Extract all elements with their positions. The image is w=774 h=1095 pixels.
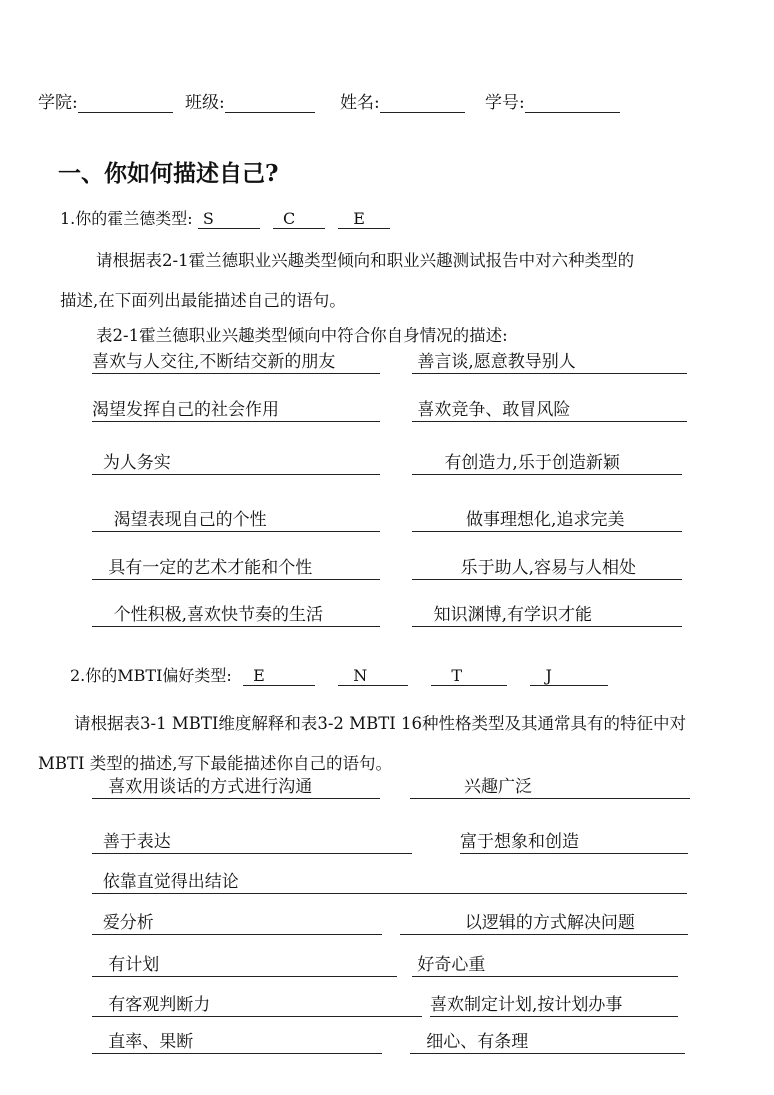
holland-row-6-left[interactable]: 个性积极,喜欢快节奏的生活 bbox=[92, 605, 380, 627]
mbti-row-6-left[interactable]: 有客观判断力 bbox=[92, 995, 422, 1017]
mbti-instruction-2: MBTI 类型的描述,写下最能描述你自己的语句。 bbox=[38, 754, 393, 773]
class-input[interactable] bbox=[225, 94, 315, 113]
holland-row-1-left[interactable]: 喜欢与人交往,不断结交新的朋友 bbox=[92, 352, 380, 374]
mbti-answer-4[interactable]: J bbox=[530, 666, 608, 686]
mbti-row-1-right[interactable]: 兴趣广泛 bbox=[410, 777, 690, 799]
mbti-question bbox=[70, 663, 608, 686]
college-label: 学院: bbox=[38, 93, 78, 113]
holland-row-3-right[interactable]: 有创造力,乐于创造新颖 bbox=[412, 453, 682, 475]
holland-answer-2[interactable]: C bbox=[273, 209, 325, 229]
mbti-row-2-left[interactable]: 善于表达 bbox=[92, 832, 412, 854]
holland-label: 1.你的霍兰德类型: bbox=[60, 209, 193, 228]
holland-row-5-right[interactable]: 乐于助人,容易与人相处 bbox=[412, 558, 682, 580]
student-id-field bbox=[485, 88, 620, 113]
mbti-row-7-right[interactable]: 细心、有条理 bbox=[410, 1032, 685, 1054]
holland-row-4-right[interactable]: 做事理想化,追求完美 bbox=[412, 510, 682, 532]
mbti-row-5-left[interactable]: 有计划 bbox=[92, 955, 397, 977]
holland-row-6-right[interactable]: 知识渊博,有学识才能 bbox=[412, 605, 682, 627]
class-label: 班级: bbox=[185, 93, 225, 113]
name-input[interactable] bbox=[380, 94, 465, 113]
mbti-label: 2.你的MBTI偏好类型: bbox=[70, 666, 232, 685]
mbti-instruction-1: 请根据表3-1 MBTI维度解释和表3-2 MBTI 16种性格类型及其通常具有的特征中对 bbox=[74, 714, 686, 733]
holland-row-4-left[interactable]: 渴望表现自己的个性 bbox=[92, 510, 380, 532]
holland-table-caption: 表2-1霍兰德职业兴趣类型倾向中符合你自身情况的描述: bbox=[96, 326, 508, 345]
mbti-row-5-right[interactable]: 好奇心重 bbox=[412, 955, 678, 977]
holland-instruction-1: 请根据表2-1霍兰德职业兴趣类型倾向和职业兴趣测试报告中对六种类型的 bbox=[96, 251, 635, 270]
mbti-row-4-left[interactable]: 爱分析 bbox=[92, 913, 382, 935]
student-id-input[interactable] bbox=[525, 94, 620, 113]
name-label: 姓名: bbox=[340, 93, 380, 113]
section-title: 一、你如何描述自己? bbox=[58, 160, 279, 187]
holland-answer-3[interactable]: E bbox=[338, 209, 390, 229]
name-field bbox=[340, 88, 465, 113]
holland-row-5-left[interactable]: 具有一定的艺术才能和个性 bbox=[92, 558, 380, 580]
holland-answer-1[interactable]: S bbox=[198, 209, 260, 229]
holland-instruction-2: 描述,在下面列出最能描述自己的语句。 bbox=[60, 291, 346, 310]
mbti-answer-3[interactable]: T bbox=[431, 666, 507, 686]
college-input[interactable] bbox=[78, 94, 173, 113]
college-field bbox=[38, 88, 173, 113]
holland-question bbox=[60, 206, 390, 229]
mbti-row-7-left[interactable]: 直率、果断 bbox=[92, 1032, 382, 1054]
holland-row-2-right[interactable]: 喜欢竞争、敢冒风险 bbox=[412, 400, 687, 422]
holland-row-3-left[interactable]: 为人务实 bbox=[92, 453, 380, 475]
student-id-label: 学号: bbox=[485, 93, 525, 113]
mbti-answer-2[interactable]: N bbox=[338, 666, 408, 686]
mbti-row-4-right[interactable]: 以逻辑的方式解决问题 bbox=[400, 913, 688, 935]
mbti-row-6-right[interactable]: 喜欢制定计划,按计划办事 bbox=[430, 995, 678, 1017]
mbti-answer-1[interactable]: E bbox=[243, 666, 315, 686]
holland-row-1-right[interactable]: 善言谈,愿意教导别人 bbox=[412, 352, 687, 374]
mbti-row-1-left[interactable]: 喜欢用谈话的方式进行沟通 bbox=[92, 777, 380, 799]
holland-row-2-left[interactable]: 渴望发挥自己的社会作用 bbox=[92, 400, 380, 422]
class-field bbox=[185, 88, 315, 113]
mbti-row-2-right[interactable]: 富于想象和创造 bbox=[460, 832, 688, 854]
mbti-row-3-left[interactable]: 依靠直觉得出结论 bbox=[92, 872, 687, 894]
